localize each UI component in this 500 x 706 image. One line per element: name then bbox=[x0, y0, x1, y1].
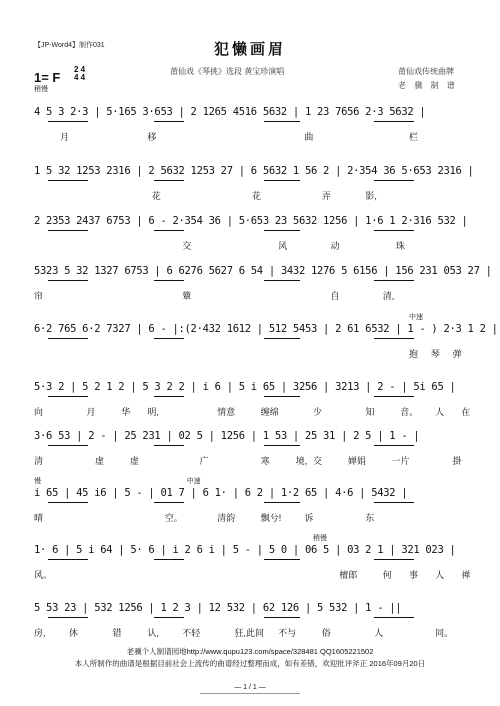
lyric-syllable: 月 bbox=[60, 132, 70, 142]
notes-line: 1· 6 | 5 i 64 | 5· 6 | i 2 6 i | 5 - | 5 0 | 06 5 | 03 2 1 | 321 023 | bbox=[34, 544, 456, 556]
lyric-syllable: 曲 bbox=[304, 132, 314, 142]
lyric-syllable: 禅 bbox=[461, 570, 471, 580]
lyric-syllable: 虚 bbox=[95, 456, 105, 466]
beam-line bbox=[374, 338, 414, 339]
lyric-syllable: 境, bbox=[295, 456, 308, 466]
lyrics-line bbox=[34, 511, 470, 523]
lyric-syllable: 风。 bbox=[34, 570, 53, 580]
beam-line bbox=[154, 180, 184, 181]
lyric-syllable: 簟 bbox=[182, 291, 192, 301]
beam-line bbox=[154, 230, 184, 231]
footer-site: 老骥个人制谱园地http://www.qupu123.com/space/328481 QQ1605221502 bbox=[126, 647, 374, 656]
lyric-syllable: 华 bbox=[121, 407, 131, 417]
tempo-mark: 中速 bbox=[186, 478, 201, 485]
meter-bottom: 4 4 bbox=[74, 73, 86, 82]
beam-line bbox=[374, 559, 414, 560]
beam-line bbox=[374, 396, 414, 397]
lyric-syllable: 狂,此间 bbox=[234, 628, 265, 638]
beam-line bbox=[154, 280, 184, 281]
lyric-syllable: 东 bbox=[365, 513, 375, 523]
beam-line bbox=[374, 502, 414, 503]
beam-line bbox=[264, 180, 300, 181]
lyric-syllable: 少 bbox=[313, 407, 323, 417]
lyrics-line bbox=[34, 239, 470, 251]
lyric-syllable: 向 bbox=[34, 407, 44, 417]
notes-line: 1 5 32 1253 2316 | 2 5632 1253 27 | 6 5632 1 56 2 | 2·354 36 5·653 2316 | bbox=[34, 165, 474, 177]
lyric-syllable: 人 bbox=[435, 570, 445, 580]
notes-line: i 65 | 45 i6 | 5 - | 01 7 | 6 1· | 6 2 | 1·2 65 | 4·6 | 5432 | bbox=[34, 487, 408, 499]
lyric-syllable: 自 bbox=[330, 291, 340, 301]
lyric-syllable: 广 bbox=[199, 456, 209, 466]
lyric-syllable: 帘 bbox=[34, 291, 44, 301]
lyrics-line bbox=[34, 189, 470, 201]
lyric-syllable: 移 bbox=[147, 132, 157, 142]
lyric-syllable: 栏 bbox=[408, 132, 418, 142]
lyrics-line bbox=[34, 454, 470, 466]
lyric-syllable: 房, bbox=[34, 628, 46, 638]
lyric-syllable: 交 bbox=[313, 456, 323, 466]
beam-line bbox=[374, 230, 414, 231]
beam-line bbox=[264, 502, 300, 503]
lyrics-line bbox=[34, 405, 470, 417]
lyric-syllable: 在 bbox=[461, 407, 471, 417]
lyric-syllable: 珠 bbox=[395, 241, 405, 251]
beam-line bbox=[48, 338, 88, 339]
beam-line bbox=[374, 617, 414, 618]
maker-label: 【JP-Word4】制作031 bbox=[34, 42, 105, 49]
notes-line: 3·6 53 | 2 - | 25 231 | 02 5 | 1256 | 1 53 | 25 31 | 2 5 | 1 - | bbox=[34, 430, 420, 442]
time-signature bbox=[74, 66, 85, 82]
lyric-syllable: 弄 bbox=[321, 191, 331, 201]
beam-line bbox=[48, 559, 88, 560]
lyric-syllable: 清韵 bbox=[217, 513, 236, 523]
lyrics-line bbox=[34, 568, 470, 580]
score-subtitle: 莆仙戏《琴挑》选段 黄宝珍演唱 bbox=[170, 67, 285, 76]
lyric-syllable: 空。 bbox=[164, 513, 183, 523]
lyric-syllable: 俗 bbox=[321, 628, 331, 638]
lyric-syllable: 动 bbox=[330, 241, 340, 251]
lyric-syllable: 明, bbox=[147, 407, 159, 417]
lyric-syllable: 檀郎 bbox=[339, 570, 358, 580]
lyrics-line bbox=[34, 626, 470, 638]
notes-line: 4 5 3 2·3 | 5·165 3·653 | 2 1265 4516 5632 | 1 23 7656 2·3 5632 | bbox=[34, 106, 426, 118]
beam-line bbox=[154, 445, 184, 446]
lyric-syllable: 晴 bbox=[34, 513, 44, 523]
lyric-syllable: 飘兮! bbox=[260, 513, 282, 523]
footer-note: 本人所制作的曲谱是根据目前社会上流传的曲谱经过整理而成，如有差错，欢迎批评斧正 2016年09月20日 bbox=[74, 659, 426, 668]
notes-line: 5·3 2 | 5 2 1 2 | 5 3 2 2 | i 6 | 5 i 65 | 3256 | 3213 | 2 - | 5i 65 | bbox=[34, 381, 456, 393]
beam-line bbox=[264, 559, 300, 560]
lyric-syllable: 花 bbox=[151, 191, 161, 201]
notes-line: 5 53 23 | 532 1256 | 1 2 3 | 12 532 | 62 126 | 5 532 | 1 - || bbox=[34, 602, 402, 614]
beam-line bbox=[154, 338, 184, 339]
lyric-syllable: 花 bbox=[252, 191, 262, 201]
lyric-syllable: 人 bbox=[435, 407, 445, 417]
beam-line bbox=[264, 338, 300, 339]
beam-line bbox=[264, 280, 300, 281]
beam-line bbox=[374, 180, 414, 181]
source-label: 莆仙戏传统曲牌 bbox=[398, 67, 454, 76]
score-title: 犯懒画眉 bbox=[213, 40, 286, 58]
beam-line bbox=[374, 445, 414, 446]
beam-line bbox=[264, 230, 300, 231]
lyric-syllable: 知 bbox=[365, 407, 375, 417]
lyric-syllable: 情意 bbox=[217, 407, 236, 417]
tempo-marking: 稍慢 bbox=[34, 86, 48, 93]
beam-line bbox=[154, 502, 184, 503]
beam-line bbox=[48, 445, 88, 446]
beam-line bbox=[154, 617, 184, 618]
lyric-syllable: 寒 bbox=[260, 456, 270, 466]
lyric-syllable: 缠绵 bbox=[260, 407, 279, 417]
lyric-syllable: 虚 bbox=[129, 456, 139, 466]
notes-line: 2 2353 2437 6753 | 6 - 2·354 36 | 5·653 23 5632 1256 | 1·6 1 2·316 532 | bbox=[34, 215, 468, 227]
lyric-syllable: 清 bbox=[34, 456, 44, 466]
beam-line bbox=[264, 396, 300, 397]
beam-line bbox=[48, 280, 88, 281]
beam-line bbox=[48, 617, 88, 618]
lyric-syllable: 人 bbox=[374, 628, 384, 638]
meter-top: 2 4 bbox=[74, 65, 86, 74]
beam-line bbox=[374, 121, 414, 122]
lyric-syllable: 音。 bbox=[400, 407, 419, 417]
lyrics-line bbox=[34, 289, 470, 301]
lyric-syllable: 影, bbox=[365, 191, 377, 201]
lyric-syllable: 掛 bbox=[452, 456, 462, 466]
lyric-syllable: 诉 bbox=[304, 513, 314, 523]
lyrics-line bbox=[34, 130, 470, 142]
beam-line bbox=[154, 559, 184, 560]
page-divider bbox=[200, 693, 300, 694]
notation-credit: 老 骥 制 谱 bbox=[398, 81, 458, 90]
key-signature: 1= F bbox=[34, 70, 61, 85]
beam-line bbox=[374, 280, 414, 281]
lyrics-line bbox=[34, 347, 470, 359]
beam-line bbox=[48, 502, 88, 503]
beam-line bbox=[48, 230, 88, 231]
lyric-syllable: 琴 bbox=[430, 349, 440, 359]
beam-line bbox=[48, 396, 88, 397]
lyric-syllable: 认, bbox=[147, 628, 159, 638]
lyric-syllable: 事 bbox=[408, 570, 418, 580]
lyric-syllable: 弹 bbox=[452, 349, 462, 359]
notes-line: 6·2 765 6·2 7327 | 6 - |:(2·432 1612 | 512 5453 | 2 61 6532 | 1 - ) 2·3 1 2 | bbox=[34, 323, 498, 335]
page-number: — 1 / 1 — bbox=[234, 684, 266, 691]
lyric-syllable: 不轻 bbox=[182, 628, 201, 638]
beam-line bbox=[154, 121, 184, 122]
lyric-syllable: 清, bbox=[382, 291, 395, 301]
lyric-syllable: 交 bbox=[182, 241, 192, 251]
lyric-syllable: 错 bbox=[112, 628, 122, 638]
lyric-syllable: 何 bbox=[382, 570, 392, 580]
beam-line bbox=[48, 180, 88, 181]
lyric-syllable: 一片 bbox=[391, 456, 410, 466]
lyric-syllable: 风 bbox=[278, 241, 288, 251]
notes-line: 5323 5 32 1327 6753 | 6 6276 5627 6 54 | 3432 1276 5 6156 | 156 231 053 27 | bbox=[34, 265, 492, 277]
beam-line bbox=[264, 617, 300, 618]
beam-line bbox=[154, 396, 184, 397]
beam-line bbox=[264, 121, 300, 122]
tempo-mark: 中速 bbox=[408, 314, 423, 321]
lyric-syllable: 婵娟 bbox=[347, 456, 366, 466]
lyric-syllable: 抱 bbox=[408, 349, 418, 359]
lyric-syllable: 月 bbox=[86, 407, 96, 417]
tempo-mark: 慢 bbox=[34, 478, 41, 485]
tempo-mark: 稍慢 bbox=[313, 535, 328, 542]
beam-line bbox=[264, 445, 300, 446]
lyric-syllable: 休 bbox=[68, 628, 78, 638]
beam-line bbox=[48, 121, 88, 122]
lyric-syllable: 同。 bbox=[435, 628, 454, 638]
lyric-syllable: 不与 bbox=[278, 628, 297, 638]
